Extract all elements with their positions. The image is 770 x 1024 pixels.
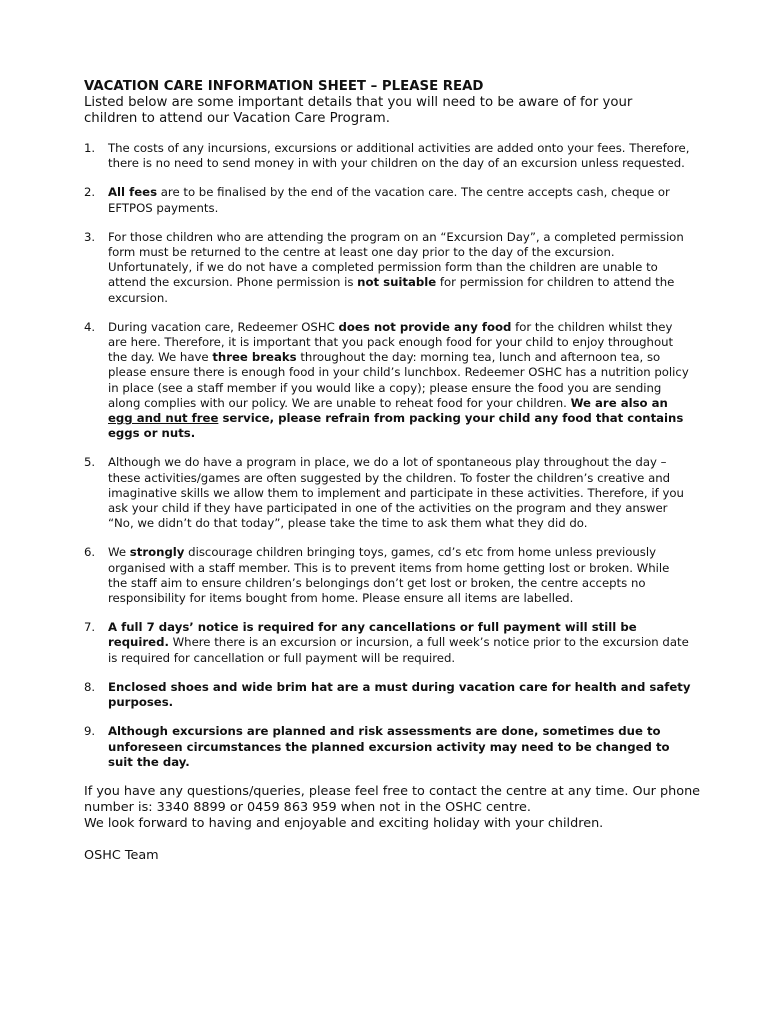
emphasis-text: strongly	[129, 545, 185, 560]
list-item-number: 7.	[84, 620, 96, 635]
intro-paragraph: Listed below are some important details that you will need to be aware of for your children to attend our Vacation Care Program.	[84, 95, 633, 126]
list-item	[84, 724, 691, 770]
body-text: discourage children bringing toys, games, cd’s etc from home unless previously organised with a staff member. This is to prevent items from home getting lost or broken. While the staff aim to ensure children’s belongings don’t get lost or broken, the centre accepts no responsibility for items bought from home. Please ensure all items are labelled.	[108, 545, 670, 606]
underlined-text: egg and nut free	[108, 411, 219, 426]
body-text: Where there is an excursion or incursion, a full week’s notice prior to the excursion date is required for cancellation or full payment will be required.	[108, 635, 689, 665]
body-text: for the children whilst they are here. Therefore, it is important that you pack enough food for your child to enjoy throughout the day. We have	[108, 319, 674, 365]
list-item	[84, 545, 691, 606]
list-item-number: 9.	[84, 724, 96, 739]
emphasis-text: three breaks	[212, 350, 297, 365]
list-item	[84, 230, 691, 306]
emphasis-text: We are also an	[570, 395, 668, 410]
list-item	[84, 680, 691, 710]
body-text: Although we do have a program in place, we do a lot of spontaneous play throughout the day – these activities/games are often suggested by the children. To foster the children’s creative and imaginative skills we allow them to implement and participate in these activities. Therefore, if you ask your child if they have participated in one of the activities on the program and they answer “No, we didn’t do that today”, please take the time to ask them what they did do.	[108, 455, 684, 531]
list-item-number: 4.	[84, 319, 96, 334]
closing-section	[84, 784, 710, 832]
closing-wishes: We look forward to having and enjoyable and exciting holiday with your children.	[84, 815, 604, 831]
body-text: throughout the day: morning tea, lunch and afternoon tea, so please ensure there is enough food in your child’s lunchbox. Redeemer OSHC has a nutrition policy in place (see a staff member if you would like a copy); please ensure the food you are sending along complies with our policy. We are unable to reheat food for your children.	[108, 350, 689, 410]
body-text: are to be finalised by the end of the vacation care. The centre accepts cash, cheque or EFTPOS payments.	[108, 185, 670, 215]
list-item-number: 5.	[84, 455, 96, 470]
list-item	[84, 320, 691, 442]
emphasis-text: A full 7 days’ notice is required for any cancellations or full payment will still be required.	[108, 620, 637, 650]
body-text: During vacation care, Redeemer OSHC	[108, 319, 339, 334]
emphasis-text: service, please refrain from packing your child any food that contains eggs or nuts.	[108, 411, 684, 441]
list-item-number: 8.	[84, 679, 96, 694]
list-item	[84, 141, 691, 171]
body-text: The costs of any incursions, excursions or additional activities are added onto your fees. Therefore, there is no need to send money in with your children on the day of an excursion unless requested.	[108, 141, 690, 171]
list-item	[84, 185, 691, 215]
body-text: for permission for children to attend the excursion.	[108, 275, 675, 305]
list-item-number: 2.	[84, 185, 96, 200]
emphasis-text: Although excursions are planned and risk assessments are done, sometimes due to unforeseen circumstances the planned excursion activity may need to be changed to suit the day.	[108, 724, 670, 769]
emphasis-text	[108, 411, 218, 425]
body-text: For those children who are attending the program on an “Excursion Day”, a completed permission form must be returned to the centre at least one day prior to the day of the excursion. Unfortunately, if we do not have a completed permission form than the children are unable to attend the excursion. Phone permission is	[108, 229, 684, 290]
list-item	[84, 620, 691, 666]
closing-contact: If you have any questions/queries, please feel free to contact the centre at any time. Our phone number is: 3340 8899 or 0459 863 959 when not in the OSHC centre.	[84, 783, 701, 815]
list-item-number: 3.	[84, 229, 96, 244]
list-item	[84, 455, 691, 531]
information-list	[84, 141, 710, 770]
list-item-number: 6.	[84, 545, 96, 560]
page-title: VACATION CARE INFORMATION SHEET – PLEASE READ	[84, 79, 484, 94]
body-text: We	[108, 545, 130, 560]
emphasis-text: not suitable	[357, 275, 437, 290]
emphasis-text: Enclosed shoes and wide brim hat are a must during vacation care for health and safety purposes.	[108, 679, 691, 710]
list-item-number: 1.	[84, 141, 96, 155]
signoff: OSHC Team	[84, 847, 159, 863]
emphasis-text: does not provide any food	[338, 319, 512, 334]
emphasis-text: All fees	[108, 185, 158, 200]
